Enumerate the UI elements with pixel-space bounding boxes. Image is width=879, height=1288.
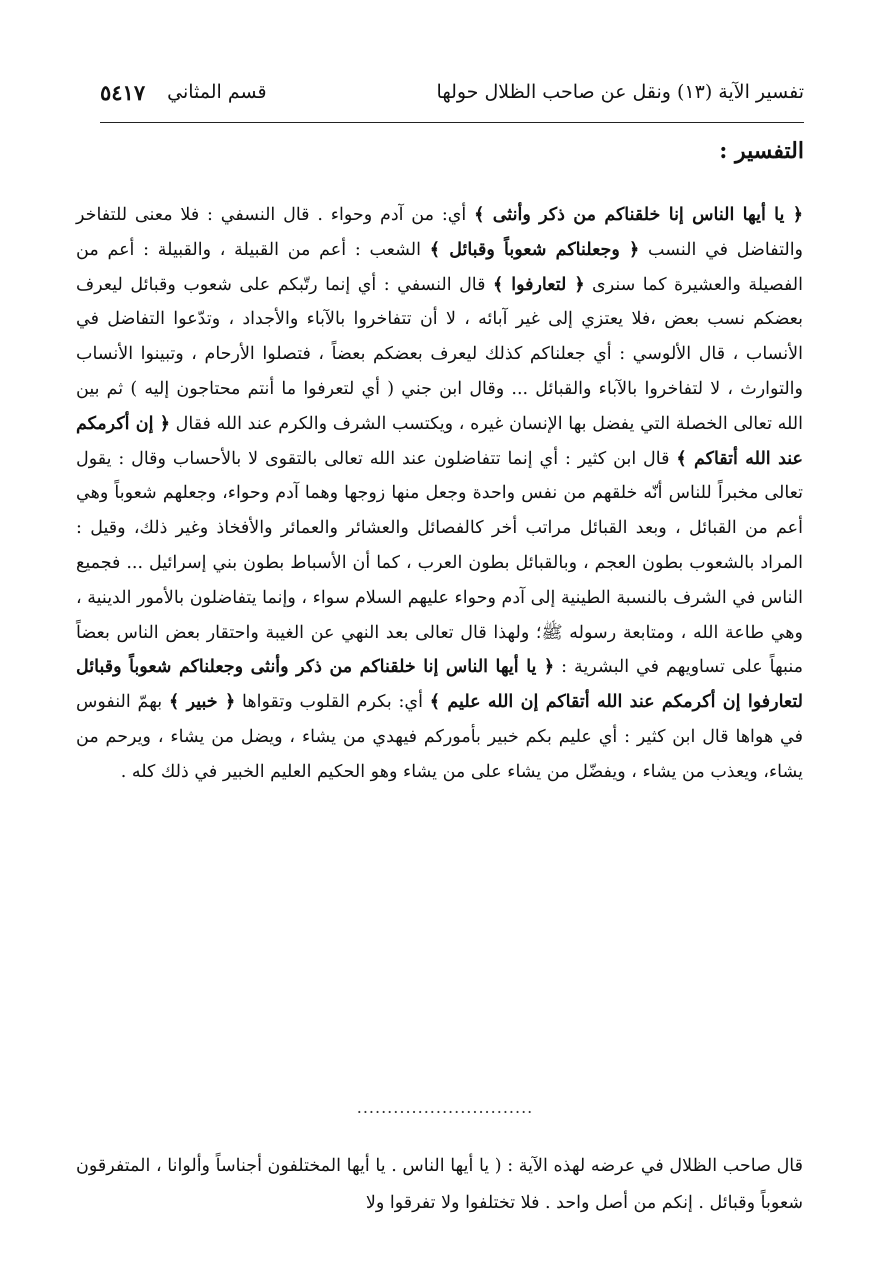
dotted-divider: .............................	[356, 1098, 534, 1117]
quran-verse: ﴿ يا أيها الناس إنا خلقناكم من ذكر وأنثى ﴾	[474, 205, 803, 225]
commentary-text: الشعب : أعم من القبيلة ، والقبيلة : أعم من الفصيلة والعشيرة كما سنرى	[76, 239, 803, 295]
quran-verse: ﴿ لتعارفوا ﴾	[492, 274, 585, 295]
quran-verse: ﴿ يا أيها الناس إنا خلقناكم من ذكر وأنثى وجعلناكم شعوباً وقبائل لتعارفوا إن أكرمكم عند الله أتقاكم إن الله عليم ﴾	[76, 657, 803, 713]
running-title: تفسير الآية (١٣) ونقل عن صاحب الظلال حولها	[436, 81, 804, 103]
commentary-text: بهمّ النفوس في هواها قال ابن كثير : أي عليم بكم خبير بأموركم فيهدي من يشاء ، ويضل من يشاء ، ويرحم من يشاء، ويعذب من يشاء ، ويفضّل من يشاء على من يشاء وهو الحكيم العليم الخبير في ذلك كله .	[76, 692, 803, 782]
commentary-text: أي: بكرم القلوب وتقواها	[235, 692, 430, 713]
quran-verse: ﴿ وجعلناكم شعوباً وقبائل ﴾	[429, 239, 640, 260]
page-number: ٥٤١٧	[100, 79, 146, 105]
tafsir-paragraph	[76, 198, 803, 790]
commentary-text: قال ابن كثير : أي إنما تتفاضلون عند الله تعالى بالتقوى لا بالأحساب وقال : يقول تعالى مخبراً للناس أنّه خلقهم من نفس واحدة وجعل منها زوجها وهما آدم وحواء، وجعلهم شعوباً وهي أعم من القبائل ، وبعد القبائل مراتب أخر كالفصائل والعشائر والعمائر والأفخاذ وغير ذلك، وقيل : المراد بالشعوب بطون العجم ، وبالقبائل بطون العرب ، كما أن الأسباط بطون بني إسرائيل ... فجميع الناس في الشرف بالنسبة الطينية إلى آدم وحواء عليهم السلام سواء ، وإنما يتفاضلون بالأمور الدينية ، وهي طاعة الله ، ومتابعة رسوله ﷺ؛ ولهذا قال تعالى بعد النهي عن الغيبة واحتقار بعض الناس بعضاً منبهاً على تساويهم في البشرية :	[76, 448, 803, 678]
commentary-text: أي: من آدم وحواء . قال النسفي : فلا معنى للتفاخر والتفاضل في النسب	[76, 205, 804, 260]
zilal-paragraph: قال صاحب الظلال في عرضه لهذه الآية : ( يا أيها الناس . يا أيها المختلفون أجناساً وألوانا ، المتفرقون شعوباً وقبائل . إنكم من أصل واحد . فلا تختلفوا ولا تفرقوا ولا	[76, 1156, 803, 1213]
section-name: قسم المثاني	[167, 81, 267, 103]
quran-verse: ﴿ إن أكرمكم عند الله أتقاكم ﴾	[76, 413, 803, 469]
quran-verse: ﴿ خبير ﴾	[168, 692, 236, 713]
section-heading: التفسير :	[719, 138, 804, 164]
commentary-text: قال النسفي : أي إنما رتّبكم على شعوب وقبائل ليعرف بعضكم نسب بعض ،فلا يعتزي إلى غير آبائه ، لا أن تتفاخروا بالآباء والأجداد ، وتدّعوا التفاضل في الأنساب ، قال الألوسي : أي جعلناكم كذلك ليعرف بعضكم بعضاً ، فتصلوا الأرحام ، وتبينوا الأنساب والتوارث ، لا لتفاخروا بالآباء والقبائل ... وقال ابن جني ( أي لتعرفوا ما أنتم محتاجون إليه ) ثم بين الله تعالى الخصلة التي يفضل بها الإنسان غيره ، ويكتسب الشرف والكرم عند الله فقال	[76, 274, 804, 434]
page-header	[100, 62, 804, 123]
